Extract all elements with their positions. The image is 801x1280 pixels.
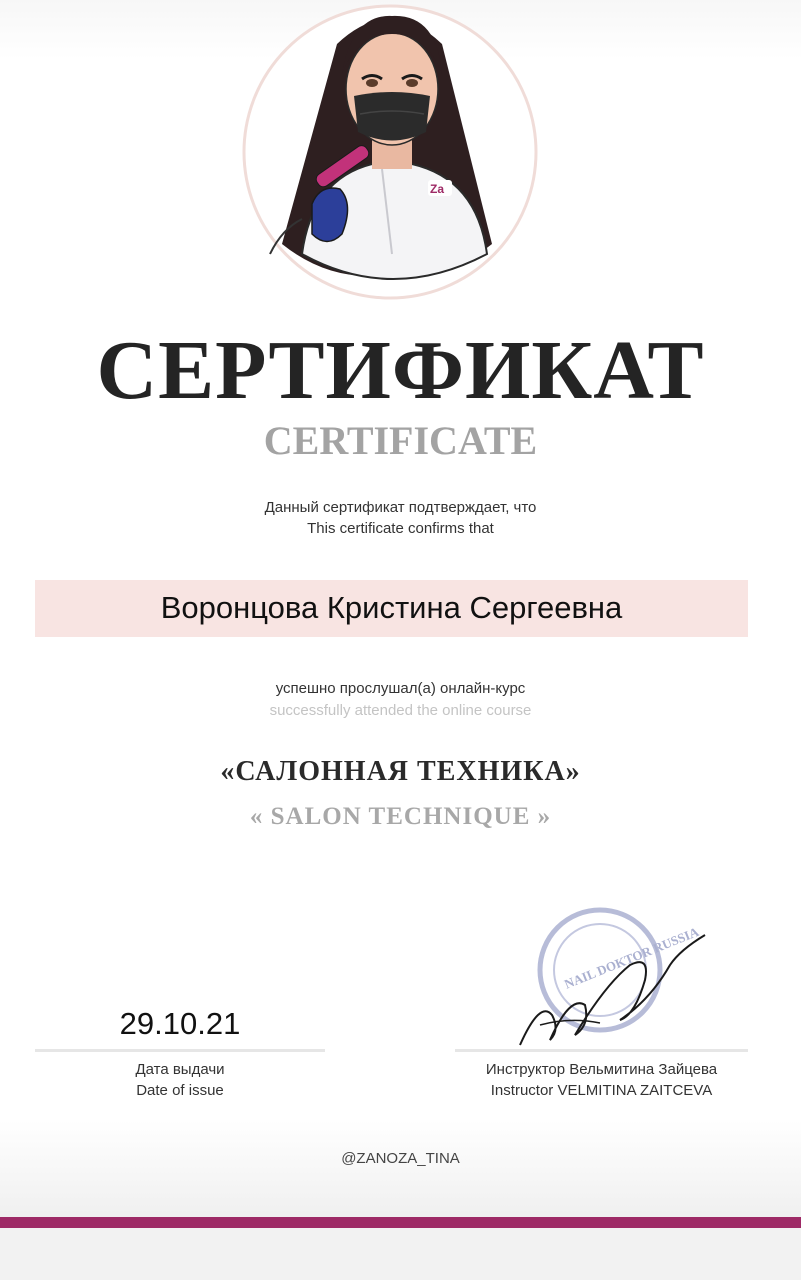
instructor-label-ru: Инструктор Вельмитина Зайцева <box>485 1061 718 1078</box>
instructor-stamp-signature <box>510 905 710 1050</box>
issue-date-label-ru: Дата выдачи <box>135 1061 225 1078</box>
attendance-text-ru: успешно прослушал(а) онлайн-курс <box>275 680 526 697</box>
course-title-ru: «САЛОННАЯ ТЕХНИКА» <box>220 756 581 787</box>
instructor-label-en: Instructor VELMITINA ZAITCEVA <box>490 1082 713 1099</box>
footer-bottom-bar <box>0 1228 801 1280</box>
recipient-name-band <box>35 580 748 637</box>
master-illustration-logo <box>242 4 538 300</box>
stamp-text: NAIL DOKTOR RUSSIA <box>562 923 701 992</box>
signature-underline <box>455 1049 748 1052</box>
course-title-en: « SALON TECHNIQUE » <box>249 803 552 830</box>
footer-accent-stripe <box>0 1217 801 1228</box>
date-underline <box>35 1049 325 1052</box>
certificate-title-en: CERTIFICATE <box>263 418 538 463</box>
recipient-name: Воронцова Кристина Сергеевна <box>160 590 623 625</box>
confirmation-text-en: This certificate confirms that <box>307 520 494 537</box>
attendance-text-en: successfully attended the online course <box>269 702 532 719</box>
issue-date: 29.10.21 <box>119 1006 241 1041</box>
social-handle: @ZANOZA_TINA <box>341 1150 460 1167</box>
certificate-title-ru: СЕРТИФИКАТ <box>96 324 705 417</box>
issue-date-label-en: Date of issue <box>136 1082 224 1099</box>
logo-badge-text: Za <box>430 182 445 196</box>
confirmation-text-ru: Данный сертификат подтверждает, что <box>264 499 537 516</box>
